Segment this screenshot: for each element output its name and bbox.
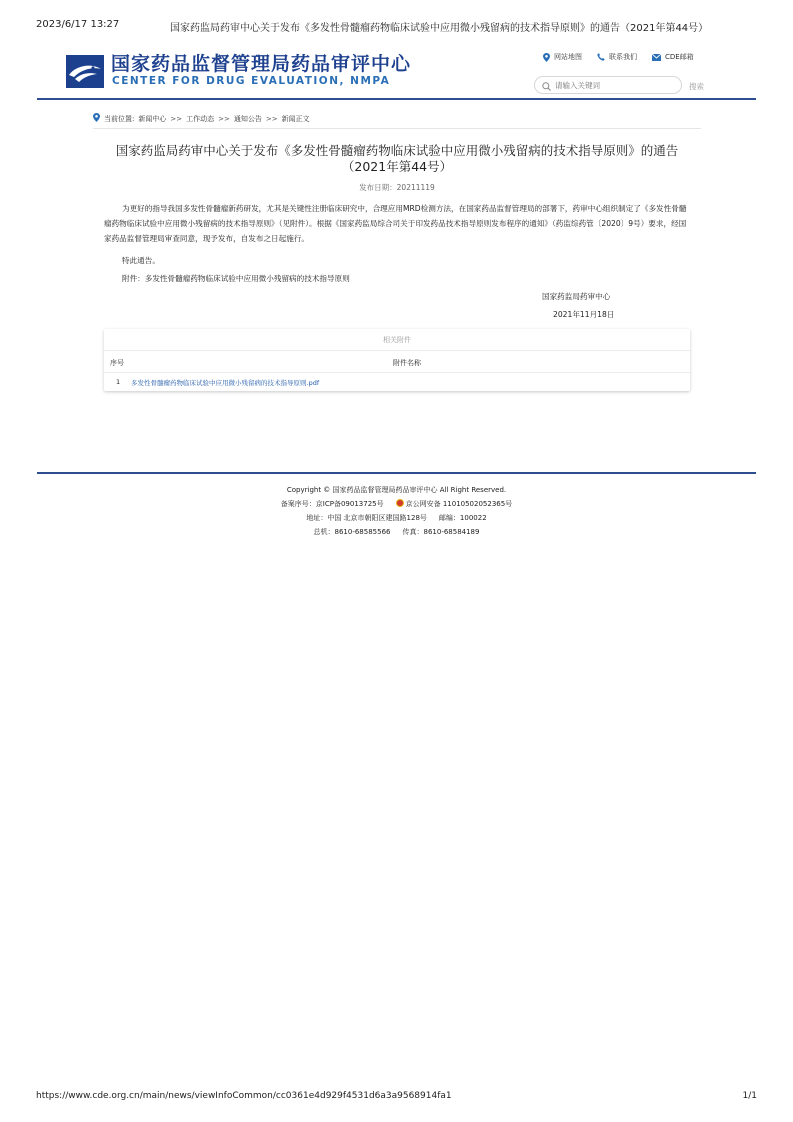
breadcrumb-work-updates[interactable]: 工作动态 [186, 114, 215, 123]
column-header-name: 附件名称 [393, 359, 421, 367]
search-button[interactable]: 搜索 [689, 82, 704, 91]
print-datetime: 2023/6/17 13:27 [36, 19, 120, 30]
breadcrumb [93, 113, 310, 124]
search-input[interactable] [555, 81, 665, 90]
footer-divider [37, 472, 756, 474]
footer-copyright: Copyright © 国家药品监督管理局药品审评中心 All Right Reserved. [286, 486, 507, 494]
footer-contact-line [37, 527, 756, 537]
footer-icp[interactable]: 备案序号：京ICP备09013725号 [280, 500, 384, 508]
site-name-cn: 国家药品监督管理局药品审评中心 [111, 53, 412, 75]
phone-icon [597, 53, 605, 61]
table-divider [104, 372, 690, 373]
attachments-heading: 相关附件 [383, 336, 411, 344]
cde-mail-label: CDE邮箱 [665, 53, 694, 61]
location-pin-icon [543, 53, 550, 62]
attachments-table [104, 329, 690, 391]
article-attachment-note: 附件：多发性骨髓瘤药物临床试验中应用微小残留病的技术指导原则 [122, 274, 350, 283]
cde-logo[interactable] [66, 55, 104, 88]
signature-date: 2021年11月18日 [553, 310, 615, 319]
footer-police-record[interactable]: 京公网安备 11010502052365号 [405, 500, 513, 508]
article-paragraph: 特此通告。 [122, 256, 160, 265]
location-pin-icon [93, 113, 100, 124]
header-divider [37, 98, 756, 100]
contact-us-label: 联系我们 [609, 53, 637, 61]
police-badge-icon [396, 499, 404, 507]
attachment-link[interactable]: 多发性骨髓瘤药物临床试验中应用微小残留病的技术指导原则.pdf [131, 379, 320, 387]
mail-icon [652, 54, 661, 61]
breadcrumb-separator: >> [170, 114, 183, 123]
footer-fax: 传真：8610-68584189 [402, 528, 480, 536]
footer-address-line [37, 513, 756, 523]
breadcrumb-separator: >> [265, 114, 278, 123]
breadcrumb-prefix: 当前位置: [104, 114, 135, 123]
breadcrumb-current: 新闻正文 [281, 114, 310, 123]
signature-org: 国家药监局药审中心 [542, 292, 611, 301]
print-url: https://www.cde.org.cn/main/news/viewInfoCommon/cc0361e4d929f4531d6a3a9568914fa1 [36, 1091, 452, 1101]
search-box [534, 76, 682, 94]
article-paragraph: 为更好的指导我国多发性骨髓瘤新药研发，尤其是关键性注册临床研究中，合理应用MRD检测方法，在国家药品监督管理局的部署下，药审中心组织制定了《多发性骨髓瘤药物临床试验中应用微小残留病的技术指导原则》（见附件）。根据《国家药监局综合司关于印发药品技术指导原则发布程序的通知》（药监综药管〔2020〕9号）要求，经国家药品监督管理局审查同意，现予发布，自发布之日起施行。 [104, 204, 687, 243]
breadcrumb-divider [93, 128, 701, 129]
site-map-label: 网站地图 [554, 53, 582, 61]
search-icon [542, 76, 551, 95]
article-date: 发布日期：20211119 [359, 183, 435, 192]
footer-registration [37, 499, 756, 509]
top-links [543, 52, 694, 62]
breadcrumb-notices[interactable]: 通知公告 [233, 114, 262, 123]
breadcrumb-news-center[interactable]: 新闻中心 [138, 114, 167, 123]
print-doc-title: 国家药监局药审中心关于发布《多发性骨髓瘤药物临床试验中应用微小残留病的技术指导原则》的通告（2021年第44号） [170, 23, 709, 34]
footer-postcode: 邮编：100022 [438, 514, 487, 522]
footer-address: 地址：中国 北京市朝阳区建国路128号 [306, 514, 427, 522]
article-title: 国家药监局药审中心关于发布《多发性骨髓瘤药物临床试验中应用微小残留病的技术指导原则》的通告（2021年第44号） [115, 143, 679, 174]
contact-us-link[interactable] [597, 52, 637, 62]
cde-mail-link[interactable] [652, 52, 694, 62]
column-header-number: 序号 [110, 359, 124, 367]
table-divider [104, 350, 690, 351]
print-page-number: 1/1 [742, 1091, 757, 1101]
site-name-en: CENTER FOR DRUG EVALUATION, NMPA [112, 75, 391, 87]
breadcrumb-separator: >> [218, 114, 230, 123]
attachment-number: 1 [116, 378, 121, 386]
site-map-link[interactable] [543, 52, 582, 62]
footer-phone: 总机：8610-68585566 [313, 528, 391, 536]
